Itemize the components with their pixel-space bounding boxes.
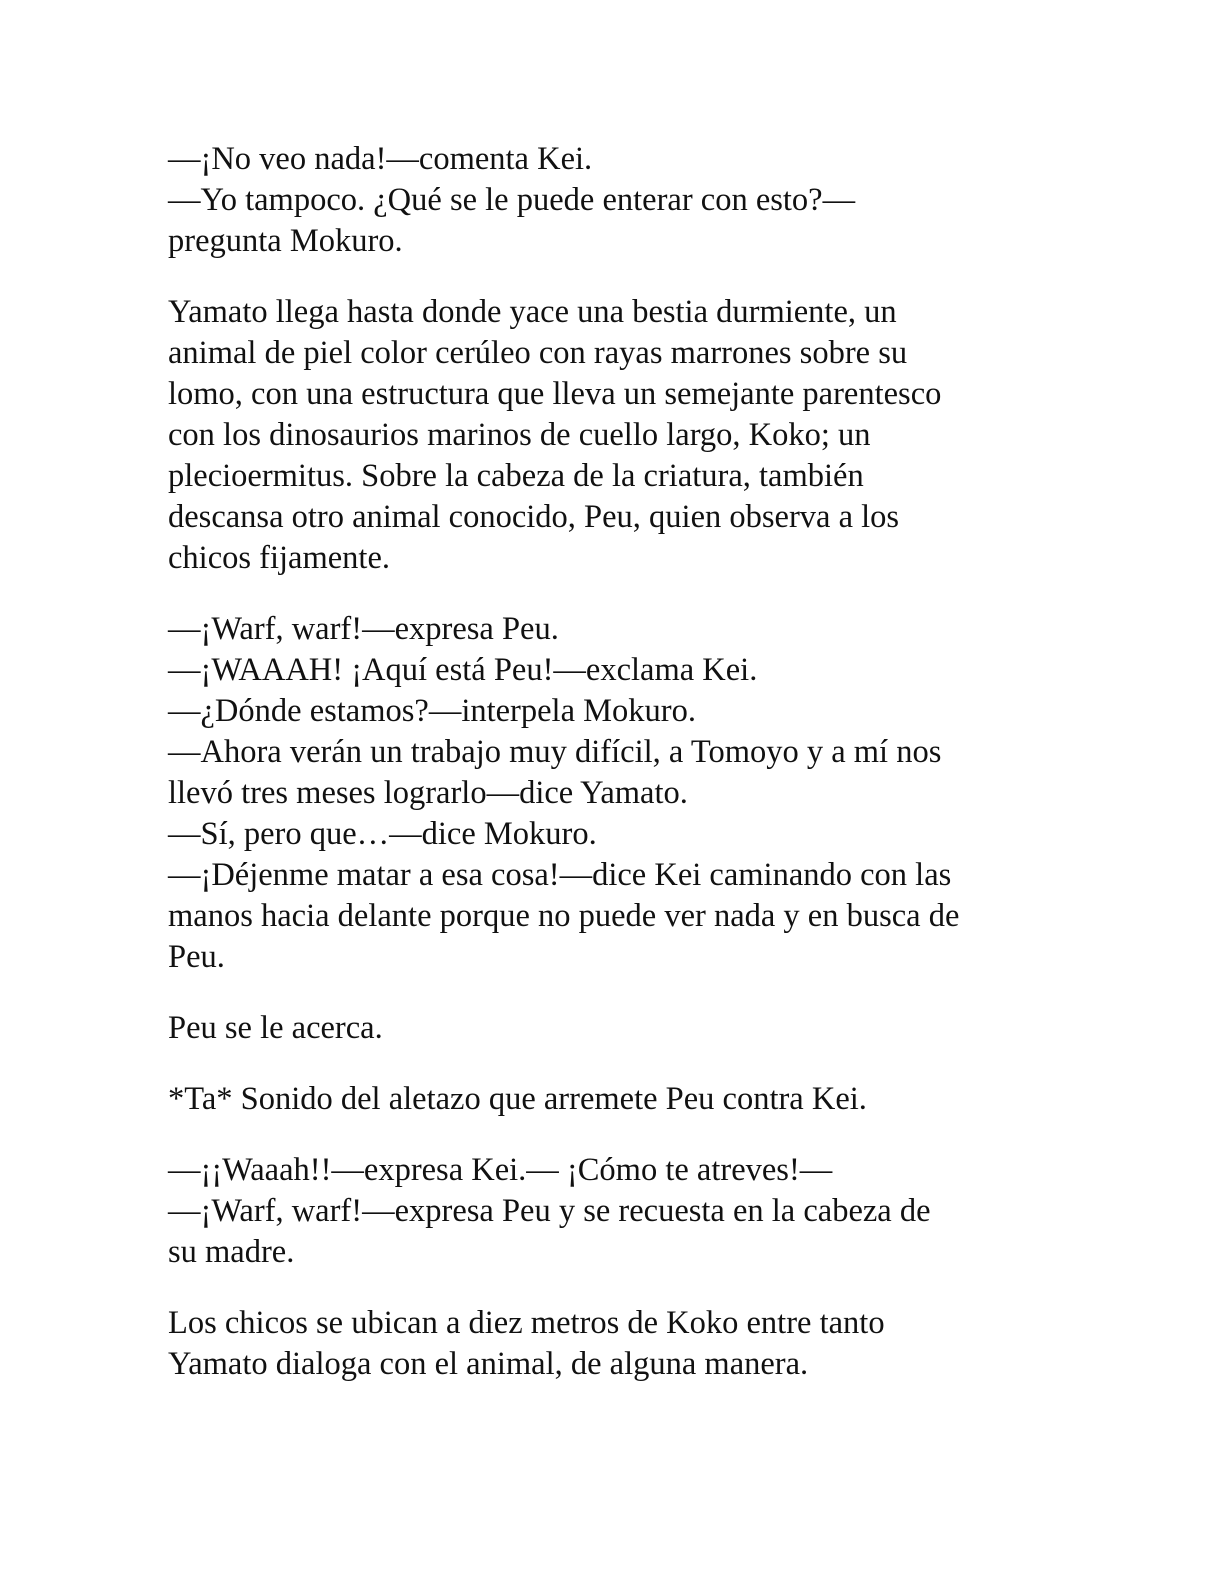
text-line: manos hacia delante porque no puede ver nada y en busca de bbox=[168, 898, 960, 934]
text-line: llevó tres meses lograrlo—dice Yamato. bbox=[168, 775, 688, 811]
text-line: —Sí, pero que…—dice Mokuro. bbox=[168, 816, 597, 852]
text-line: lomo, con una estructura que lleva un semejante parentesco bbox=[168, 376, 942, 412]
text-line: —¡¡Waaah!!—expresa Kei.— ¡Cómo te atreves!— bbox=[168, 1152, 833, 1188]
text-line: Peu. bbox=[168, 939, 225, 975]
text-line: —Ahora verán un trabajo muy difícil, a Tomoyo y a mí nos bbox=[168, 734, 942, 770]
text-line: —¡No veo nada!—comenta Kei. bbox=[168, 141, 593, 177]
text-line: Yamato dialoga con el animal, de alguna manera. bbox=[168, 1346, 809, 1382]
text-line: plecioermitus. Sobre la cabeza de la criatura, también bbox=[168, 458, 864, 494]
paragraph bbox=[168, 1079, 1058, 1120]
text-line: *Ta* Sonido del aletazo que arremete Peu contra Kei. bbox=[168, 1081, 867, 1117]
text-line: con los dinosaurios marinos de cuello largo, Koko; un bbox=[168, 417, 871, 453]
paragraph bbox=[168, 139, 1058, 262]
paragraph bbox=[168, 292, 1058, 579]
text-line: descansa otro animal conocido, Peu, quien observa a los bbox=[168, 499, 900, 535]
text-line: —¡Warf, warf!—expresa Peu. bbox=[168, 611, 559, 647]
text-line: Yamato llega hasta donde yace una bestia durmiente, un bbox=[168, 294, 897, 330]
text-line: pregunta Mokuro. bbox=[168, 223, 403, 259]
text-line: —¡Déjenme matar a esa cosa!—dice Kei caminando con las bbox=[168, 857, 952, 893]
text-line: Los chicos se ubican a diez metros de Koko entre tanto bbox=[168, 1305, 885, 1341]
text-line: chicos fijamente. bbox=[168, 540, 390, 576]
text-line: su madre. bbox=[168, 1234, 295, 1270]
text-line: animal de piel color cerúleo con rayas marrones sobre su bbox=[168, 335, 908, 371]
text-line: Peu se le acerca. bbox=[168, 1010, 383, 1046]
paragraph bbox=[168, 609, 1058, 978]
text-line: —¿Dónde estamos?—interpela Mokuro. bbox=[168, 693, 696, 729]
document-body bbox=[168, 139, 1058, 1415]
paragraph bbox=[168, 1008, 1058, 1049]
text-line: —Yo tampoco. ¿Qué se le puede enterar con esto?— bbox=[168, 182, 856, 218]
paragraph bbox=[168, 1303, 1058, 1385]
text-line: —¡WAAAH! ¡Aquí está Peu!—exclama Kei. bbox=[168, 652, 758, 688]
paragraph bbox=[168, 1150, 1058, 1273]
text-line: —¡Warf, warf!—expresa Peu y se recuesta en la cabeza de bbox=[168, 1193, 931, 1229]
